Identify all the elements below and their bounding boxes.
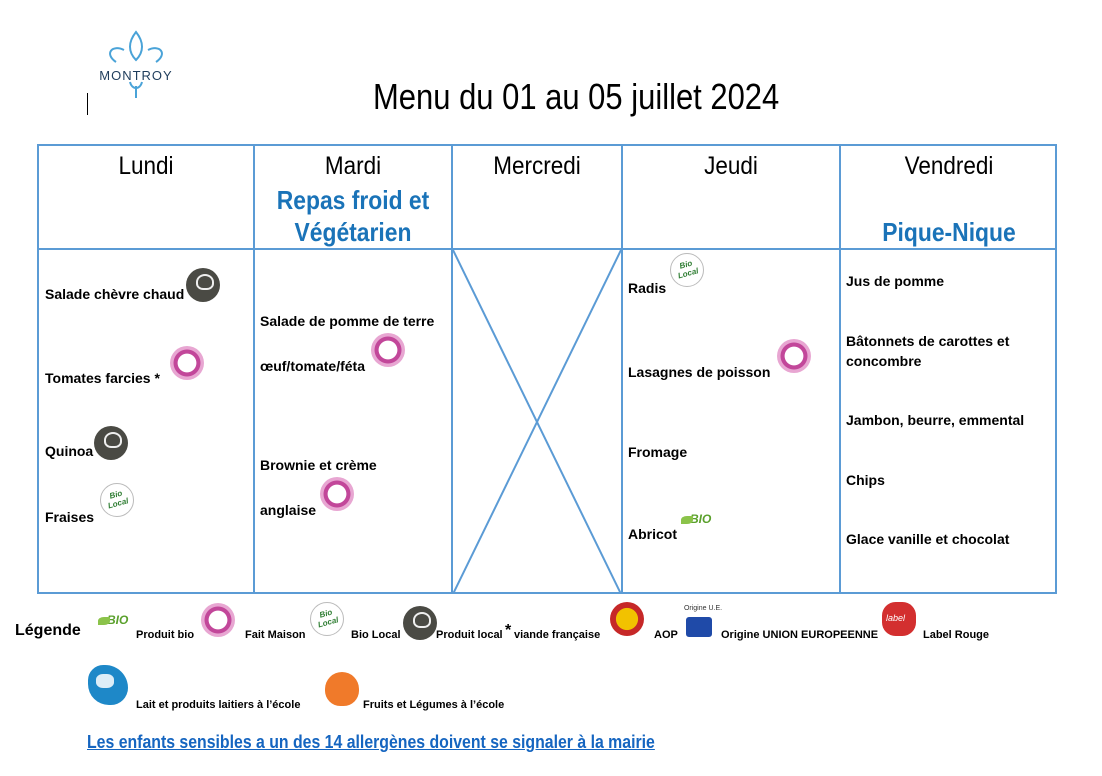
produit-local-icon <box>403 606 437 640</box>
column-divider <box>621 146 623 592</box>
menu-item: œuf/tomate/féta <box>260 358 365 374</box>
menu-item: Quinoa <box>45 443 94 459</box>
special-mardi: Repas froid et Végétarien <box>276 185 430 247</box>
fait-maison-icon <box>320 477 354 511</box>
legend-label: Fruits et Légumes à l’école <box>363 699 505 711</box>
aop-icon <box>610 602 644 636</box>
menu-item: Lasagnes de poisson <box>628 364 771 380</box>
legend-label: viande française <box>514 629 601 641</box>
day-header-vendredi: Vendredi <box>904 152 994 180</box>
bio-local-icon <box>310 602 344 636</box>
fait-maison-icon <box>201 603 235 637</box>
day-header-mardi: Mardi <box>324 152 382 180</box>
menu-table <box>37 144 1057 594</box>
menu-item: Jus de pomme <box>846 273 945 289</box>
fait-maison-icon <box>777 339 811 373</box>
legend-label: Produit bio <box>136 629 195 641</box>
menu-item: Glace vanille et chocolat <box>846 531 1010 547</box>
menu-item: Salade de pomme de terre <box>260 313 435 329</box>
legend-label: Lait et produits laitiers à l’école <box>136 699 301 711</box>
produit-local-icon <box>186 268 220 302</box>
legend-label: Bio Local <box>351 629 401 641</box>
bio-icon <box>97 604 131 638</box>
fait-maison-icon <box>170 346 204 380</box>
day-header-lundi: Lundi <box>118 152 174 180</box>
bio-local-icon <box>100 483 134 517</box>
menu-item: Radis <box>628 280 667 296</box>
menu-item: Tomates farcies * <box>45 370 160 386</box>
menu-item: Fraises <box>45 509 95 525</box>
menu-item: Bâtonnets de carottes et concombre <box>846 333 1010 369</box>
fruits-legumes-ecole-icon <box>325 672 359 706</box>
day-header-mercredi: Mercredi <box>493 152 581 180</box>
bio-local-icon <box>670 253 704 287</box>
produit-local-icon <box>94 426 128 460</box>
menu-item: Jambon, beurre, emmental <box>846 412 1025 428</box>
legend-title: Légende <box>15 622 81 639</box>
menu-item: Salade chèvre chaud <box>45 286 185 302</box>
bio-icon <box>680 503 714 537</box>
menu-item: Chips <box>846 472 885 488</box>
special-vendredi: Pique-Nique <box>882 217 1016 247</box>
logo-text: MONTROY <box>99 68 173 83</box>
legend-label: Origine UNION EUROPEENNE <box>721 629 879 641</box>
column-divider <box>839 146 841 592</box>
legend-label: AOP <box>654 629 678 641</box>
menu-item: Abricot <box>628 526 677 542</box>
lait-ecole-icon <box>88 665 128 705</box>
label-rouge-icon <box>882 602 916 636</box>
legend-star: * <box>505 622 512 639</box>
menu-item: Brownie et crème <box>260 457 377 473</box>
legend-label: Label Rouge <box>923 629 990 641</box>
allergy-notice-link[interactable]: Les enfants sensibles a un des 14 allergènes doivent se signaler à la mairie <box>87 732 655 752</box>
legend-label: Fait Maison <box>245 629 306 641</box>
menu-item: Fromage <box>628 444 688 460</box>
fait-maison-icon <box>371 333 405 367</box>
page-title: Menu du 01 au 05 juillet 2024 <box>373 76 780 117</box>
menu-item: anglaise <box>260 502 317 518</box>
no-meal-cross <box>453 250 621 594</box>
day-header-jeudi: Jeudi <box>704 152 758 180</box>
legend-label: Produit local <box>436 629 503 641</box>
column-divider <box>253 146 255 592</box>
eu-flag-icon <box>686 617 712 637</box>
